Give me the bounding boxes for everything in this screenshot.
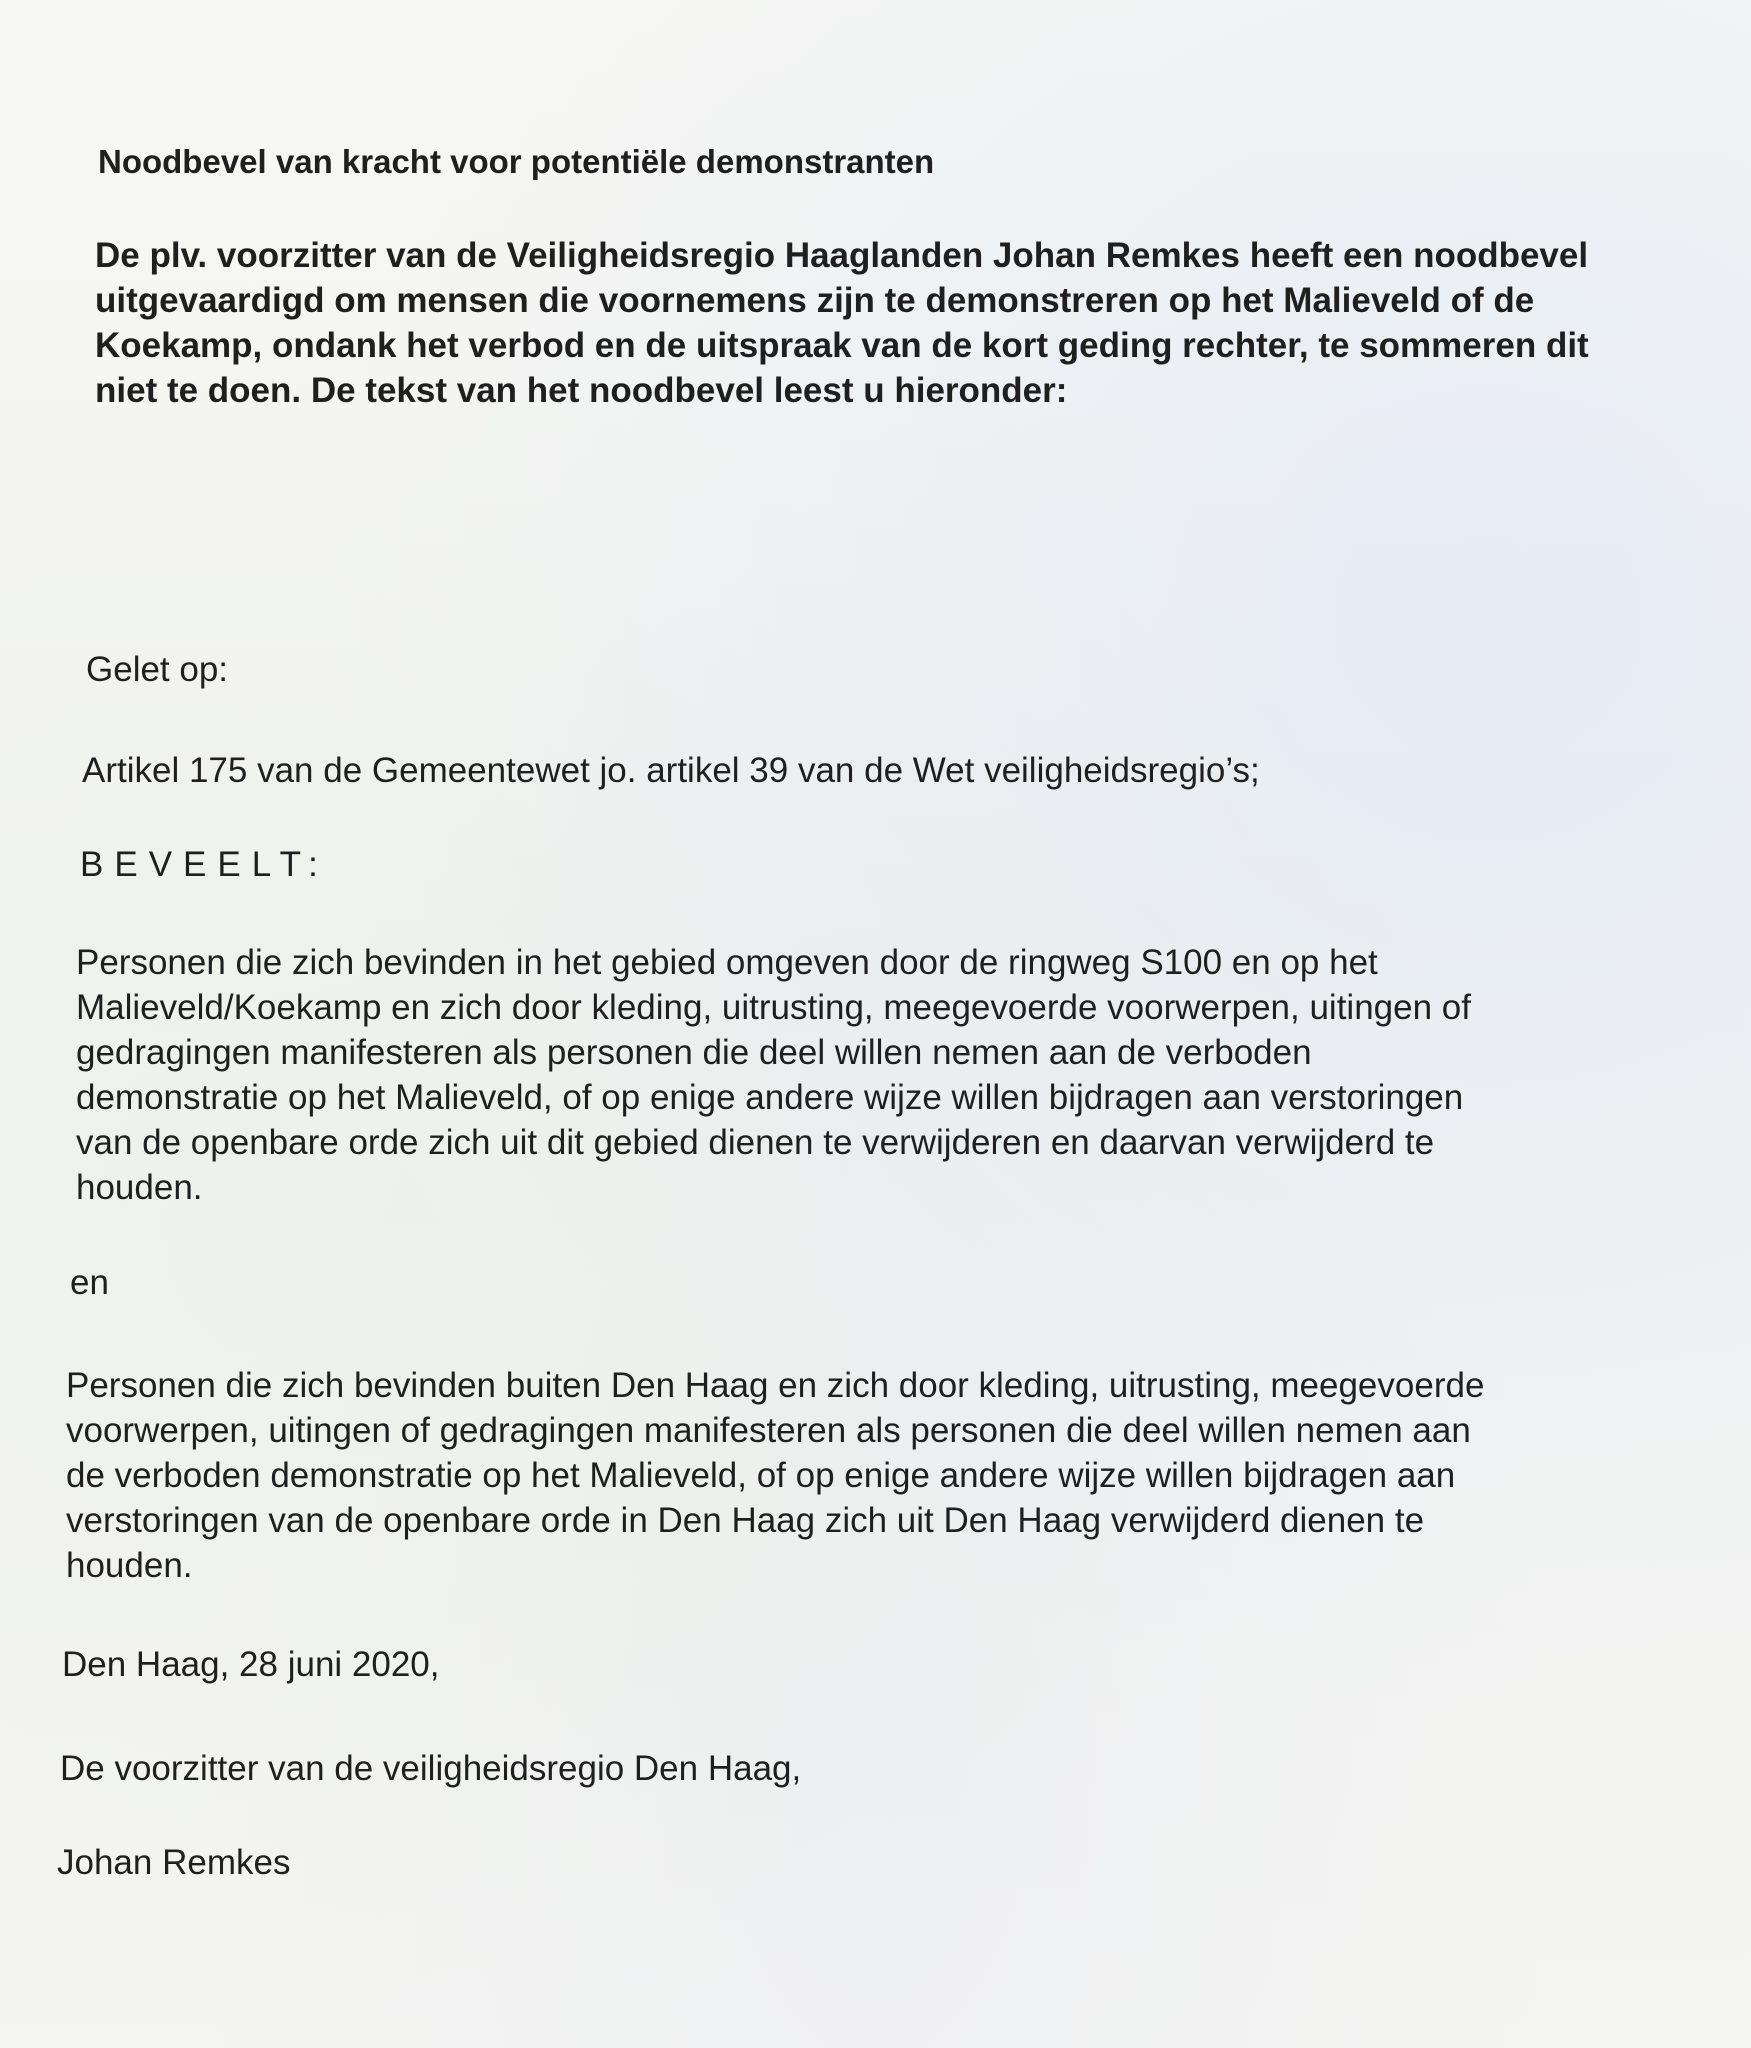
gelet-op-heading: Gelet op: [86,650,229,689]
legal-basis: Artikel 175 van de Gemeentewet jo. artikel 39 van de Wet veiligheidsregio’s; [82,751,1260,790]
beveelt-heading: BEVEELT: [80,845,329,884]
paragraph-line: verstoringen van de openbare orde in Den Haag zich uit Den Haag verwijderd dienen te [66,1501,1425,1540]
paragraph-line: Personen die zich bevinden in het gebied omgeven door de ringweg S100 en op het [76,943,1378,982]
intro-line: niet te doen. De tekst van het noodbevel leest u hieronder: [95,371,1068,410]
document-title: Noodbevel van kracht voor potentiële demonstranten [98,143,935,180]
paragraph-line: gedragingen manifesteren als personen die deel willen nemen aan de verboden [76,1033,1312,1072]
paragraph-line: voorwerpen, uitingen of gedragingen manifesteren als personen die deel willen nemen aan [66,1411,1471,1450]
paragraph-line: de verboden demonstratie op het Malieveld, of op enige andere wijze willen bijdragen aan [66,1456,1456,1495]
paragraph-line: demonstratie op het Malieveld, of op enige andere wijze willen bijdragen aan verstoringen [76,1078,1464,1117]
conjunction: en [70,1263,109,1302]
intro-paragraph [95,233,1589,413]
paragraph-line: Malieveld/Koekamp en zich door kleding, uitrusting, meegevoerde voorwerpen, uitingen of [76,988,1471,1027]
order-paragraph-1 [76,940,1471,1210]
intro-line: Koekamp, ondank het verbod en de uitspraak van de kort geding rechter, te sommeren dit [95,326,1589,365]
paragraph-line: Personen die zich bevinden buiten Den Haag en zich door kleding, uitrusting, meegevoerde [66,1366,1485,1405]
order-paragraph-2 [66,1363,1484,1588]
place-date: Den Haag, 28 juni 2020, [62,1645,440,1684]
intro-line: uitgevaardigd om mensen die voornemens zijn te demonstreren op het Malieveld of de [95,281,1535,320]
paragraph-line: houden. [66,1546,193,1585]
paragraph-line: houden. [76,1168,203,1207]
intro-line: De plv. voorzitter van de Veiligheidsregio Haaglanden Johan Remkes heeft een noodbevel [95,236,1589,275]
paragraph-line: van de openbare orde zich uit dit gebied dienen te verwijderen en daarvan verwijderd te [76,1123,1435,1162]
signer-title: De voorzitter van de veiligheidsregio Den Haag, [60,1749,802,1788]
signer-name: Johan Remkes [57,1843,291,1882]
